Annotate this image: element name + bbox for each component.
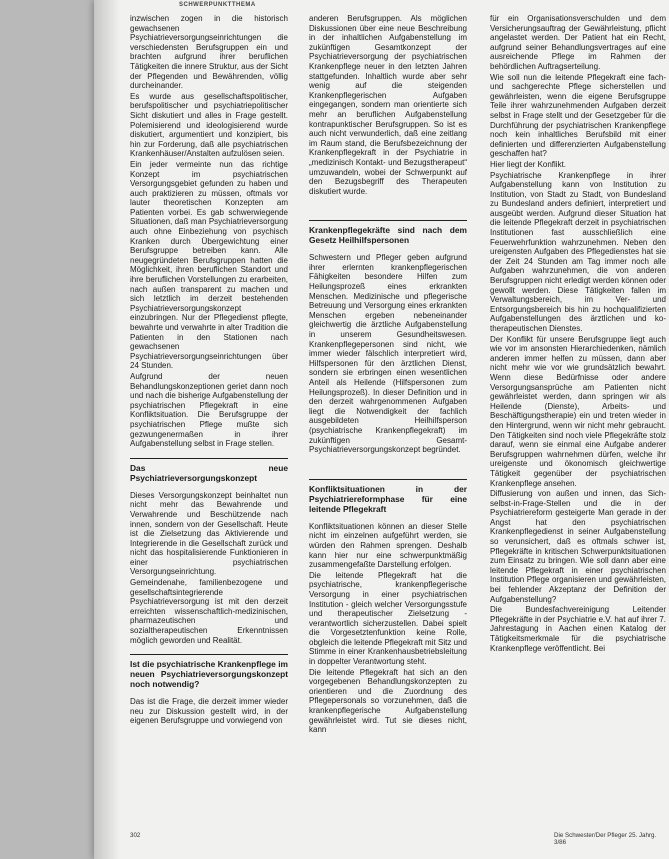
body-paragraph: Die leitende Pflegekraft hat sich an den vorgegebenen Behandlungskonzepten zu orientieren und die Zuordnung des Pflegepersonals so vorzunehmen, daß die krankenpflegerische Aufgabenstellung gewährleistet wird. Tut sie dieses nicht, kann [309, 667, 467, 735]
body-paragraph: anderen Berufsgruppen. Als möglichen Diskussionen über eine neue Beschreibung in der inhaltlichen Aufgabenstellung im zukünftigen Gesamtkonzept der Psychiatrieversorgung der psychiatrischen Krankenpflege neuer in den letzten Jahren stattgefunden. Inhaltlich wurde aber sehr wenig auf die steigenden Krankenpflegerischen Aufgaben eingegangen, sondern man orientierte sich mehr an beruflichen Aufgabenstellung kontrapunktischer Berufsgruppen. So ist es auch nicht verwunderlich, daß eine zeitlang im Raum stand, die Berufsbezeichnung der Krankenpflegekraft in der Psychiatrie in „medizinisch Kontakt- und Bezugstherapeut“ umzuwandeln, wobei der Schwerpunkt auf den Bezugsbegriff des Therapeuten diskutiert wurde. [309, 14, 467, 196]
body-paragraph: Der Konflikt für unsere Berufsgruppe liegt auch wie vor im ansonsten Hierarchiedenken, nämlich anderen immer helfen zu müssen, dann aber nicht mehr wie vor wie grundsätzlich bewahrt. Wenn diese Bedürfnisse oder andere Versorgungsansprüche am Patienten nicht gewährleistet werden, dann springen wir als Heilende (Dienste), Arbeits- und Beschäftigungstherapie) ein und treten wieder in den Hintergrund, wenn wir nicht mehr gebraucht. Den Tätigkeiten sind noch viele Pflegekräfte stolz darauf, wenn sie einmal eine Aufgabe anderer Berufsgruppen wahrnehmen dürfen, welche ihr ureigenste und ökonomisch gleichwertige Tätigkeit gegenüber der psychiatrischen Krankenpflege ansehen. [490, 334, 666, 488]
body-paragraph: Diffusierung von außen und innen, das Sich-selbst-in-Frage-Stellen und die in der Psychiatriereform gesteigerte Man gerade in der Angst hat den psychiatrischen Krankenpflegedienst in seiner Aufgabenstellung so verunsichert, daß es oftmals schwer ist, Pflegekräfte in kritischen Schwerpunktsituationen zum Einsatz zu bringen. Wie soll dann aber eine leitende Pflegekraft in einer psychiatrischen Institution Pflege organisieren und gewährleisten, bei fehlender Akzeptanz der Definition der Aufgabenstellung? [490, 489, 666, 604]
section-spacer [309, 197, 467, 211]
journal-page [94, 0, 669, 859]
body-paragraph: Dieses Versorgungskonzept beinhaltet nun nicht mehr das Bewahrende und Verwahrende und Beschützende nach innen, sondern von der Gesellschaft. Heute ist die Zielsetzung das Aktivierende und Integrierende in die Gesellschaft zurück und nicht das hospitalisierende Funktionieren in einer psychiatrischen Versorgungseinrichtung. [130, 490, 288, 577]
text-column-3 [490, 14, 666, 836]
body-paragraph: Es wurde aus gesellschaftspolitischer, berufspolitischer und psychiatriepolitischer Sicht diskutiert und alles in Frage gestellt. Polemisierend und ideologisierend wurde diskutiert, argumentiert und konzipiert, bis hin zur Forderung, daß alle psychiatrischen Krankenhäuser/Anstalten aufzulösen seien. [130, 91, 288, 159]
body-paragraph: für ein Organisationsverschulden und dem Versicherungsauftrag der Gewährleistung, pflicht angelastet werden. Der Patient hat ein Recht, aufgrund seiner Behandlungsvertrages auf eine ausreichende Pflege im Rahmen der behördlichen Auftragserteilung. [490, 14, 666, 71]
section-spacer [309, 456, 467, 470]
section-heading: Krankenpflegekräfte sind nach dem Gesetz Heilhilfspersonen [309, 220, 467, 245]
body-paragraph: Aufgrund der neuen Behandlungskonzeptionen geriet dann noch und nach die bisherige Aufgabenstellung der psychiatrischen Pflegekraft in eine Konfliktsituation. Die Berufsgruppe der psychiatrischen Pflege mußte sich gezwungenermaßen in ihrer Aufgabenstellung selbst in Frage stellen. [130, 371, 288, 449]
section-heading: Konfliktsituationen in der Psychiatriereformphase für eine leitende Pflegekraft [309, 479, 467, 514]
body-paragraph: Die leitende Pflegekraft hat die psychiatrische, krankenpflegerische Versorgung in einer psychiatrischen Institution - gleich welcher Versorgungsstufe und therapeutischer Zielsetzung - verantwortlich sicherzustellen. Dabei spielt die Vorgesetztenfunktion keine Rolle, obgleich die leitende Pflegekraft mit Sitz und Stimme in einer Krankenhausbetriebsleitung in doppelter Verantwortung steht. [309, 570, 467, 667]
running-head: SCHWERPUNKTTHEMA [179, 2, 256, 8]
body-paragraph: Psychiatrische Krankenpflege in ihrer Aufgabenstellung kann von Institution zu Institution, von Stadt zu Stadt, von Bundesland zu Bundesland anders definiert, interpretiert und ausgeübt werden. Aufgrund dieser Situation hat die leitende Pflegekraft derzeit in psychiatrischen Institutionen fast ausschließlich eine Feuerwehrfunktion wahrzunehmen. Neben den ureigensten Aufgaben des Pflegedienstes hat sie der Zeit 24 Stunden am Tag immer noch alle Aufgaben wahrzunehmen, die von anderen Berufsgruppen nicht erledigt werden können oder gewollt werden. Diese Tätigkeiten fallen im Verwaltungsbereich, im Ver- und Entsorgungsbereich bis hin zu hochqualifizierten Aufgabenstellungen des ärztlichen und ko-therapeutischen Dienstes. [490, 170, 666, 333]
body-paragraph: Wie soll nun die leitende Pflegekraft eine fach- und sachgerechte Pflege sicherstellen und gewährleisten, wenn die eigene Berufsgruppe Teile ihrer wahrzunehmenden Aufgaben derzeit selbst in Frage stellt und der Gesetzgeber für die Durchführung der psychiatrischen Krankenpflege noch kein inhaltliches Berufsbild mit einer definierten und differenzierten Aufgabenstellung geschaffen hat? [490, 72, 666, 159]
text-column-2 [309, 14, 467, 836]
section-heading: Ist die psychiatrische Krankenpflege im neuen Psychiatrieversorgungskonzept noch notwendig? [130, 654, 288, 689]
body-paragraph: Schwestern und Pfleger geben aufgrund ihrer erlernten krankenpflegerischen Fähigkeiten besondere Hilfen zum Heilungsprozeß eines erkrankten Menschen. Medizinische und pflegerische Betreuung und Versorgung eines erkrankten Menschen ergeben nebeneinander gleichwertig die ärztliche Aufgabenstellung in unserem Gesundheitswesen. Krankenpflegepersonen sind nicht, wie immer wieder fälschlich interpretiert wird, Hilfspersonen für den ärztlichen Dienst, sondern sie erbringen einen wesentlichen Anteil als Heilende (Hilfspersonen zum Heilungsprozeß). In dieser Definition und in den derzeit wahrgenommenen Aufgaben liegt die Notwendigkeit der fachlich ausgebildeten Heilhilfsperson (psychiatrische Krankenpflegekraft) im zukünftigen Gesamt-Psychiatrieversorgungskonzept begründet. [309, 253, 467, 455]
text-column-1 [130, 14, 288, 836]
page-number: 302 [130, 832, 141, 839]
body-paragraph: Gemeindenahe, familienbezogene und gesellschaftsintegrierende Psychiatrieversorgung ist mit den derzeit erreichten wissenschaftlich-medizinischen, pharmazeutischen und sozialtherapeutischen Erkenntnissen möglich geworden und Realität. [130, 578, 288, 645]
body-paragraph: Die Bundesfachvereinigung Leitender Pflegekräfte in der Psychiatrie e.V. hat auf ihrer 7. Jahrestagung in Aachen einen Katalog der Tätigkeitsmerkmale für die psychiatrische Krankenpflege veröffentlicht. Bei [490, 605, 666, 653]
body-paragraph: Ein jeder vermeinte nun das richtige Konzept im psychiatrischen Versorgungsgebiet gefunden zu haben und auch praktizieren zu müssen, oftmals vor lauter theoretischen Konzepten am Patienten vorbei. Es gab schwerwiegende Situationen, daß man Psychiatrieversorgung auch ohne Einbeziehung von psychisch Kranken durch Übergewichtung einer Berufsgruppe betreiben kann. Alle neugegründeten Berufsgruppen hatten die Möglichkeit, ihren beruflichen Standort und ihre beruflichen Vorstellungen zu erarbeiten, nach außen transparent zu machen und sich letztlich im derzeit bestehenden Psychiatrieversorgungskonzept einzubringen. Nur der Pflegedienst pflegte, bewahrte und verwahrte in alter Tradition die Patienten in den Stationen nach gewachsenen Psychiatrieversorgungseinrichtungen über 24 Stunden. [130, 159, 288, 371]
section-heading: Das neue Psychiatrieversorgungskonzept [130, 458, 288, 483]
body-paragraph: inzwischen zogen in die historisch gewachsenen Psychiatrieversorgungseinrichtungen die verschiedensten Berufsgruppen ein und brachten aufgrund ihrer beruflichen Tätigkeiten die innere Struktur, aus der Sicht der Pflegenden und Bewährenden, völlig durcheinander. [130, 14, 288, 91]
journal-reference: Die Schwester/Der Pfleger 25. Jahrg. 3/86 [554, 832, 657, 846]
body-paragraph: Das ist die Frage, die derzeit immer wieder neu zur Diskussion gestellt wird, in der eigenen Berufsgruppe und vorwiegend von [130, 697, 288, 726]
body-paragraph: Konfliktsituationen können an dieser Stelle nicht im einzelnen aufgeführt werden, sie würden den Rahmen sprengen. Deshalb kann hier nur eine schwerpunktmäßig zusammengefaßte Darstellung erfolgen. [309, 521, 467, 570]
body-paragraph: Hier liegt der Konflikt. [490, 159, 567, 169]
